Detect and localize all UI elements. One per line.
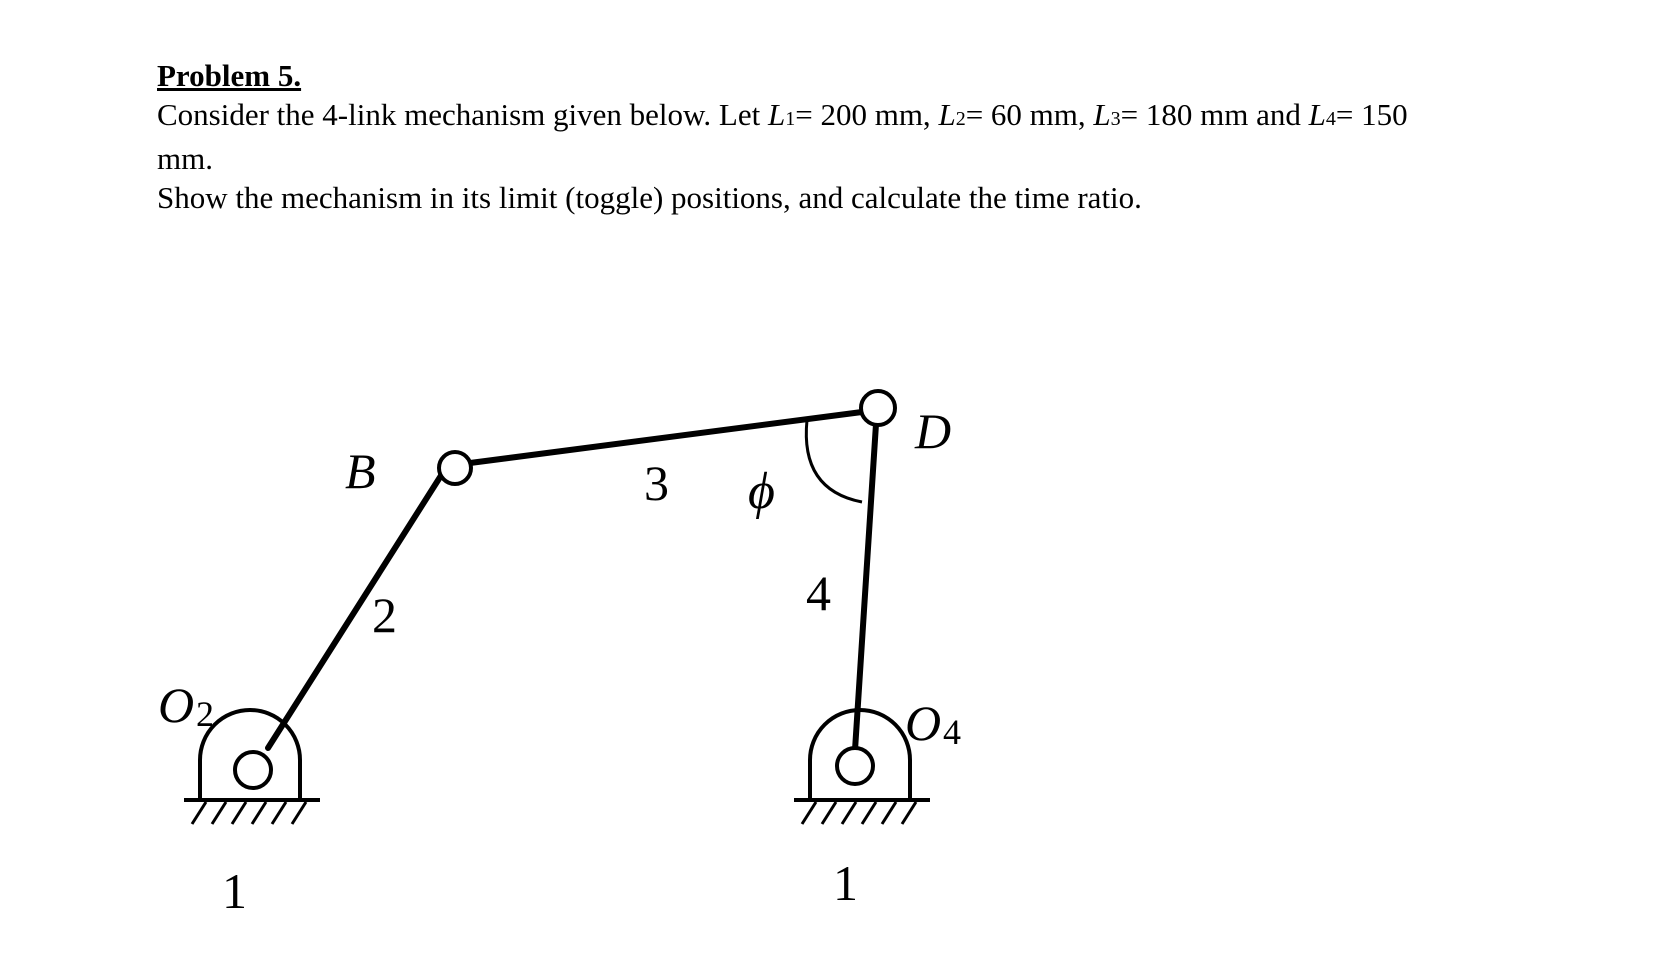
ground-hatch-o2 <box>192 802 306 824</box>
label-o2: O <box>158 677 195 733</box>
problem-title: Problem 5. <box>157 58 302 93</box>
given-l3-sub: 3 <box>1110 108 1121 130</box>
ground-hatch-o4 <box>802 802 916 824</box>
label-ground-left: 1 <box>222 863 247 919</box>
problem-statement-wrap: mm. <box>157 141 213 176</box>
label-ground-right: 1 <box>833 855 858 911</box>
link-2 <box>268 474 442 748</box>
label-d: D <box>915 403 952 459</box>
joint-o2 <box>235 752 271 788</box>
label-link-4: 4 <box>806 565 831 621</box>
given-l2-sub: 2 <box>955 108 966 130</box>
given-l2-value: = 60 mm, <box>965 97 1094 132</box>
label-phi: ϕ <box>748 463 775 520</box>
given-l1-var: L <box>767 97 786 132</box>
given-l4-value: = 150 <box>1335 97 1408 132</box>
given-l1-sub: 1 <box>785 108 796 130</box>
given-l4-sub: 4 <box>1325 108 1336 130</box>
given-l2-var: L <box>938 97 956 132</box>
joint-b <box>439 452 471 484</box>
label-link-2: 2 <box>372 587 397 643</box>
problem-task: Show the mechanism in its limit (toggle) positions, and calculate the time ratio. <box>157 180 1142 215</box>
label-o4-subscript: 4 <box>943 712 961 752</box>
problem-intro: Consider the 4-link mechanism given below. Let <box>157 97 768 132</box>
label-o4: O <box>905 695 942 751</box>
label-link-3: 3 <box>644 455 669 511</box>
given-l4-var: L <box>1308 97 1326 132</box>
given-l1-value: = 200 mm, <box>795 97 939 132</box>
given-l3-var: L <box>1093 97 1111 132</box>
link-4 <box>855 424 876 750</box>
joint-o4 <box>837 748 873 784</box>
label-o2-subscript: 2 <box>196 694 214 734</box>
label-b: B <box>345 443 376 499</box>
joint-d <box>861 391 895 425</box>
given-l3-value: = 180 mm and <box>1120 97 1309 132</box>
angle-arc-phi <box>806 420 862 502</box>
